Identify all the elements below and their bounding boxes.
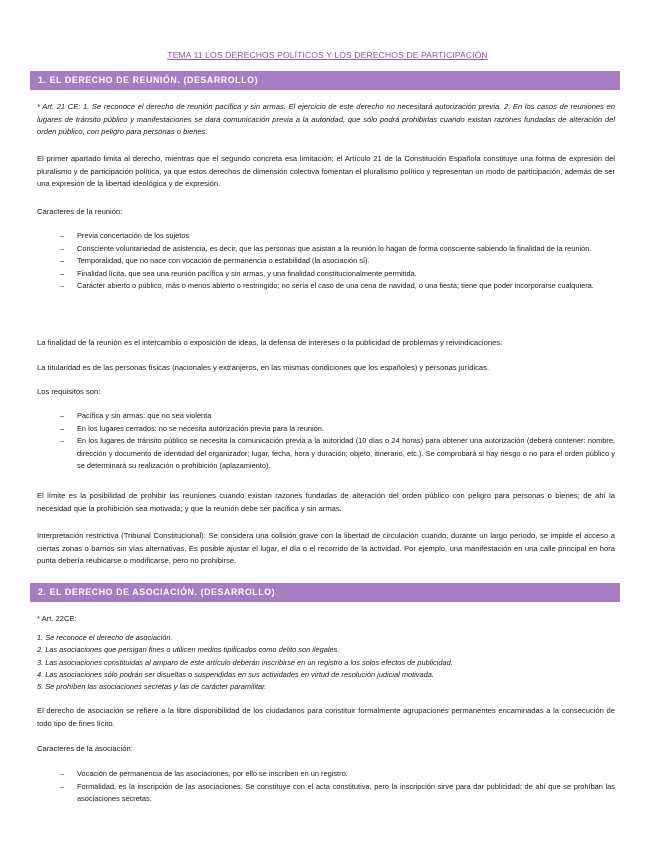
reunion-characters-list xyxy=(60,230,615,293)
section-heading-reunion: 1. EL DERECHO DE REUNIÓN. (DESARROLLO) xyxy=(30,71,620,90)
reunion-requirements-list xyxy=(60,410,615,473)
document-title: TEMA 11 LOS DERECHOS POLÍTICOS Y LOS DERECHOS DE PARTICIPACIÓN xyxy=(167,50,488,60)
reunion-limit-paragraph: El límite es la posibilidad de prohibir las reuniones cuando existan razones fundadas de alteración del orden público con peligro para personas o bienes; de ahí la necesidad que la prohibición sea motivada; y que la reunión debe ser pacífica y sin armas. xyxy=(37,491,615,513)
list-item: 1. Se reconoce el derecho de asociación. xyxy=(37,633,173,642)
list-item: – Carácter abierto o público, más o menos abierto o restringido; no sería el caso de una cena de navidad, o una fiesta; tiene que poder incorporarse cualquiera. xyxy=(60,281,594,290)
list-item: 3. Las asociaciones constituidas al amparo de este artículo deberán inscribirse en un registro a los solos efectos de publicidad. xyxy=(37,657,453,667)
list-item: – Pacífica y sin armas: que no sea violenta xyxy=(60,411,212,420)
section-heading-asociacion: 2. EL DERECHO DE ASOCIACIÓN. (DESARROLLO) xyxy=(30,583,620,602)
asociacion-characters-list xyxy=(60,768,615,806)
article-22-list xyxy=(37,632,615,693)
asociacion-intro-paragraph: El derecho de asociación se refiere a la libre disponibilidad de los ciudadanos para constituir formalmente agrupaciones permanentes encaminadas a la consecución de todo tipo de fines lícito. xyxy=(37,706,615,728)
reunion-intro-paragraph: El primer apartado limita al derecho, mientras que el segundo concreta esa limitación; el Artículo 21 de la Constitución Española constituye una forma de expresión del pluralismo y de participación política, ya que estos derechos de dimensión colectiva fomentan el pluralismo político y representan un modo de participación, además de ser una expresión de la libertad ideológica y de expresión. xyxy=(37,154,615,188)
list-item: – Consciente voluntariedad de asistencia, es decir, que las personas que asistan a la reunión lo hagan de forma consciente sabiendo la finalidad de la reunión. xyxy=(60,243,592,253)
reunion-ownership-paragraph: La titularidad es de las personas físicas (nacionales y extranjeros, en las mismas condiciones que los españoles) y personas jurídicas. xyxy=(37,363,490,372)
article-21-quote: * Art. 21 CE: 1. Se reconoce el derecho de reunión pacífica y sin armas. El ejercicio de este derecho no necesitará autorización previa. 2. En los casos de reuniones en lugares de tránsito público y manifestaciones se dará comunicación previa a la autoridad, que sólo podrá prohibirlas cuando existan razones fundadas de alteración del orden público, con peligro para personas o bienes. xyxy=(37,102,615,136)
list-item: 4. Las asociaciones sólo podrán ser disueltas o suspendidas en sus actividades en virtud de resolución judicial motivada. xyxy=(37,669,434,679)
article-22-label: * Art. 22CE: xyxy=(37,614,77,623)
reunion-purpose-paragraph: La finalidad de la reunión es el intercambio o exposición de ideas, la defensa de intereses o la publicidad de problemas y reivindicaciones. xyxy=(37,338,503,347)
reunion-requirements-label: Los requisitos son: xyxy=(37,387,101,396)
asociacion-characters-label: Caracteres de la asociación: xyxy=(37,744,133,753)
reunion-interpretation-paragraph: Interpretación restrictiva (Tribunal Constitucional): Se considera una colisión grave con la libertad de circulación cuando, durante un largo periodo, se impide el acceso a ciertas zonas o barrios sin vías alternativas. Es posible ajustar el lugar, el día o el recorrido de la actividad. Por ejemplo, una manifestación en una calle principal en hora punta debería reubicarse o modificarse, pero no prohibirse. xyxy=(37,531,615,565)
list-item: – En los lugares cerrados: no se necesita autorización previa para la reunión. xyxy=(60,423,324,433)
list-item: – Formalidad, es la inscripción de las asociaciones. Se constituye con el acta constitutiva, pero la inscripción sirve para dar publicidad; de ahí que se prohíban las asociaciones secretas. xyxy=(60,781,615,803)
list-item: 2. Las asociaciones que persigan fines o utilicen medios tipificados como delito son ilegales. xyxy=(37,645,340,655)
list-item: 5. Se prohíben las asociaciones secretas y las de carácter paramilitar. xyxy=(37,682,267,692)
list-item: – Finalidad lícita, que sea una reunión pacífica y sin armas, y una finalidad constitucionalmente permitida. xyxy=(60,268,417,278)
reunion-characters-label: Caracteres de la reunión: xyxy=(37,207,123,216)
list-item: – Previa concertación de los sujetos xyxy=(60,231,190,240)
list-item: – En los lugares de tránsito público se necesita la comunicación previa a la autoridad (10 días o 24 horas) para obtener una autorización (deberá contener: nombre, dirección y documento de identidad del organizador; lugar, fecha, hora y duración; objeto, itinerario, etc.). Se comprobará si hay riesgo o no para el orden público y se determinará su realización o prohibición (aplazamiento). xyxy=(60,436,615,470)
list-item: – Vocación de permanencia de las asociaciones, por ello se inscriben en un registro. xyxy=(60,769,348,778)
list-item: – Temporalidad, que no nace con vocación de permanencia o estabilidad (la asociación sí). xyxy=(60,256,370,265)
